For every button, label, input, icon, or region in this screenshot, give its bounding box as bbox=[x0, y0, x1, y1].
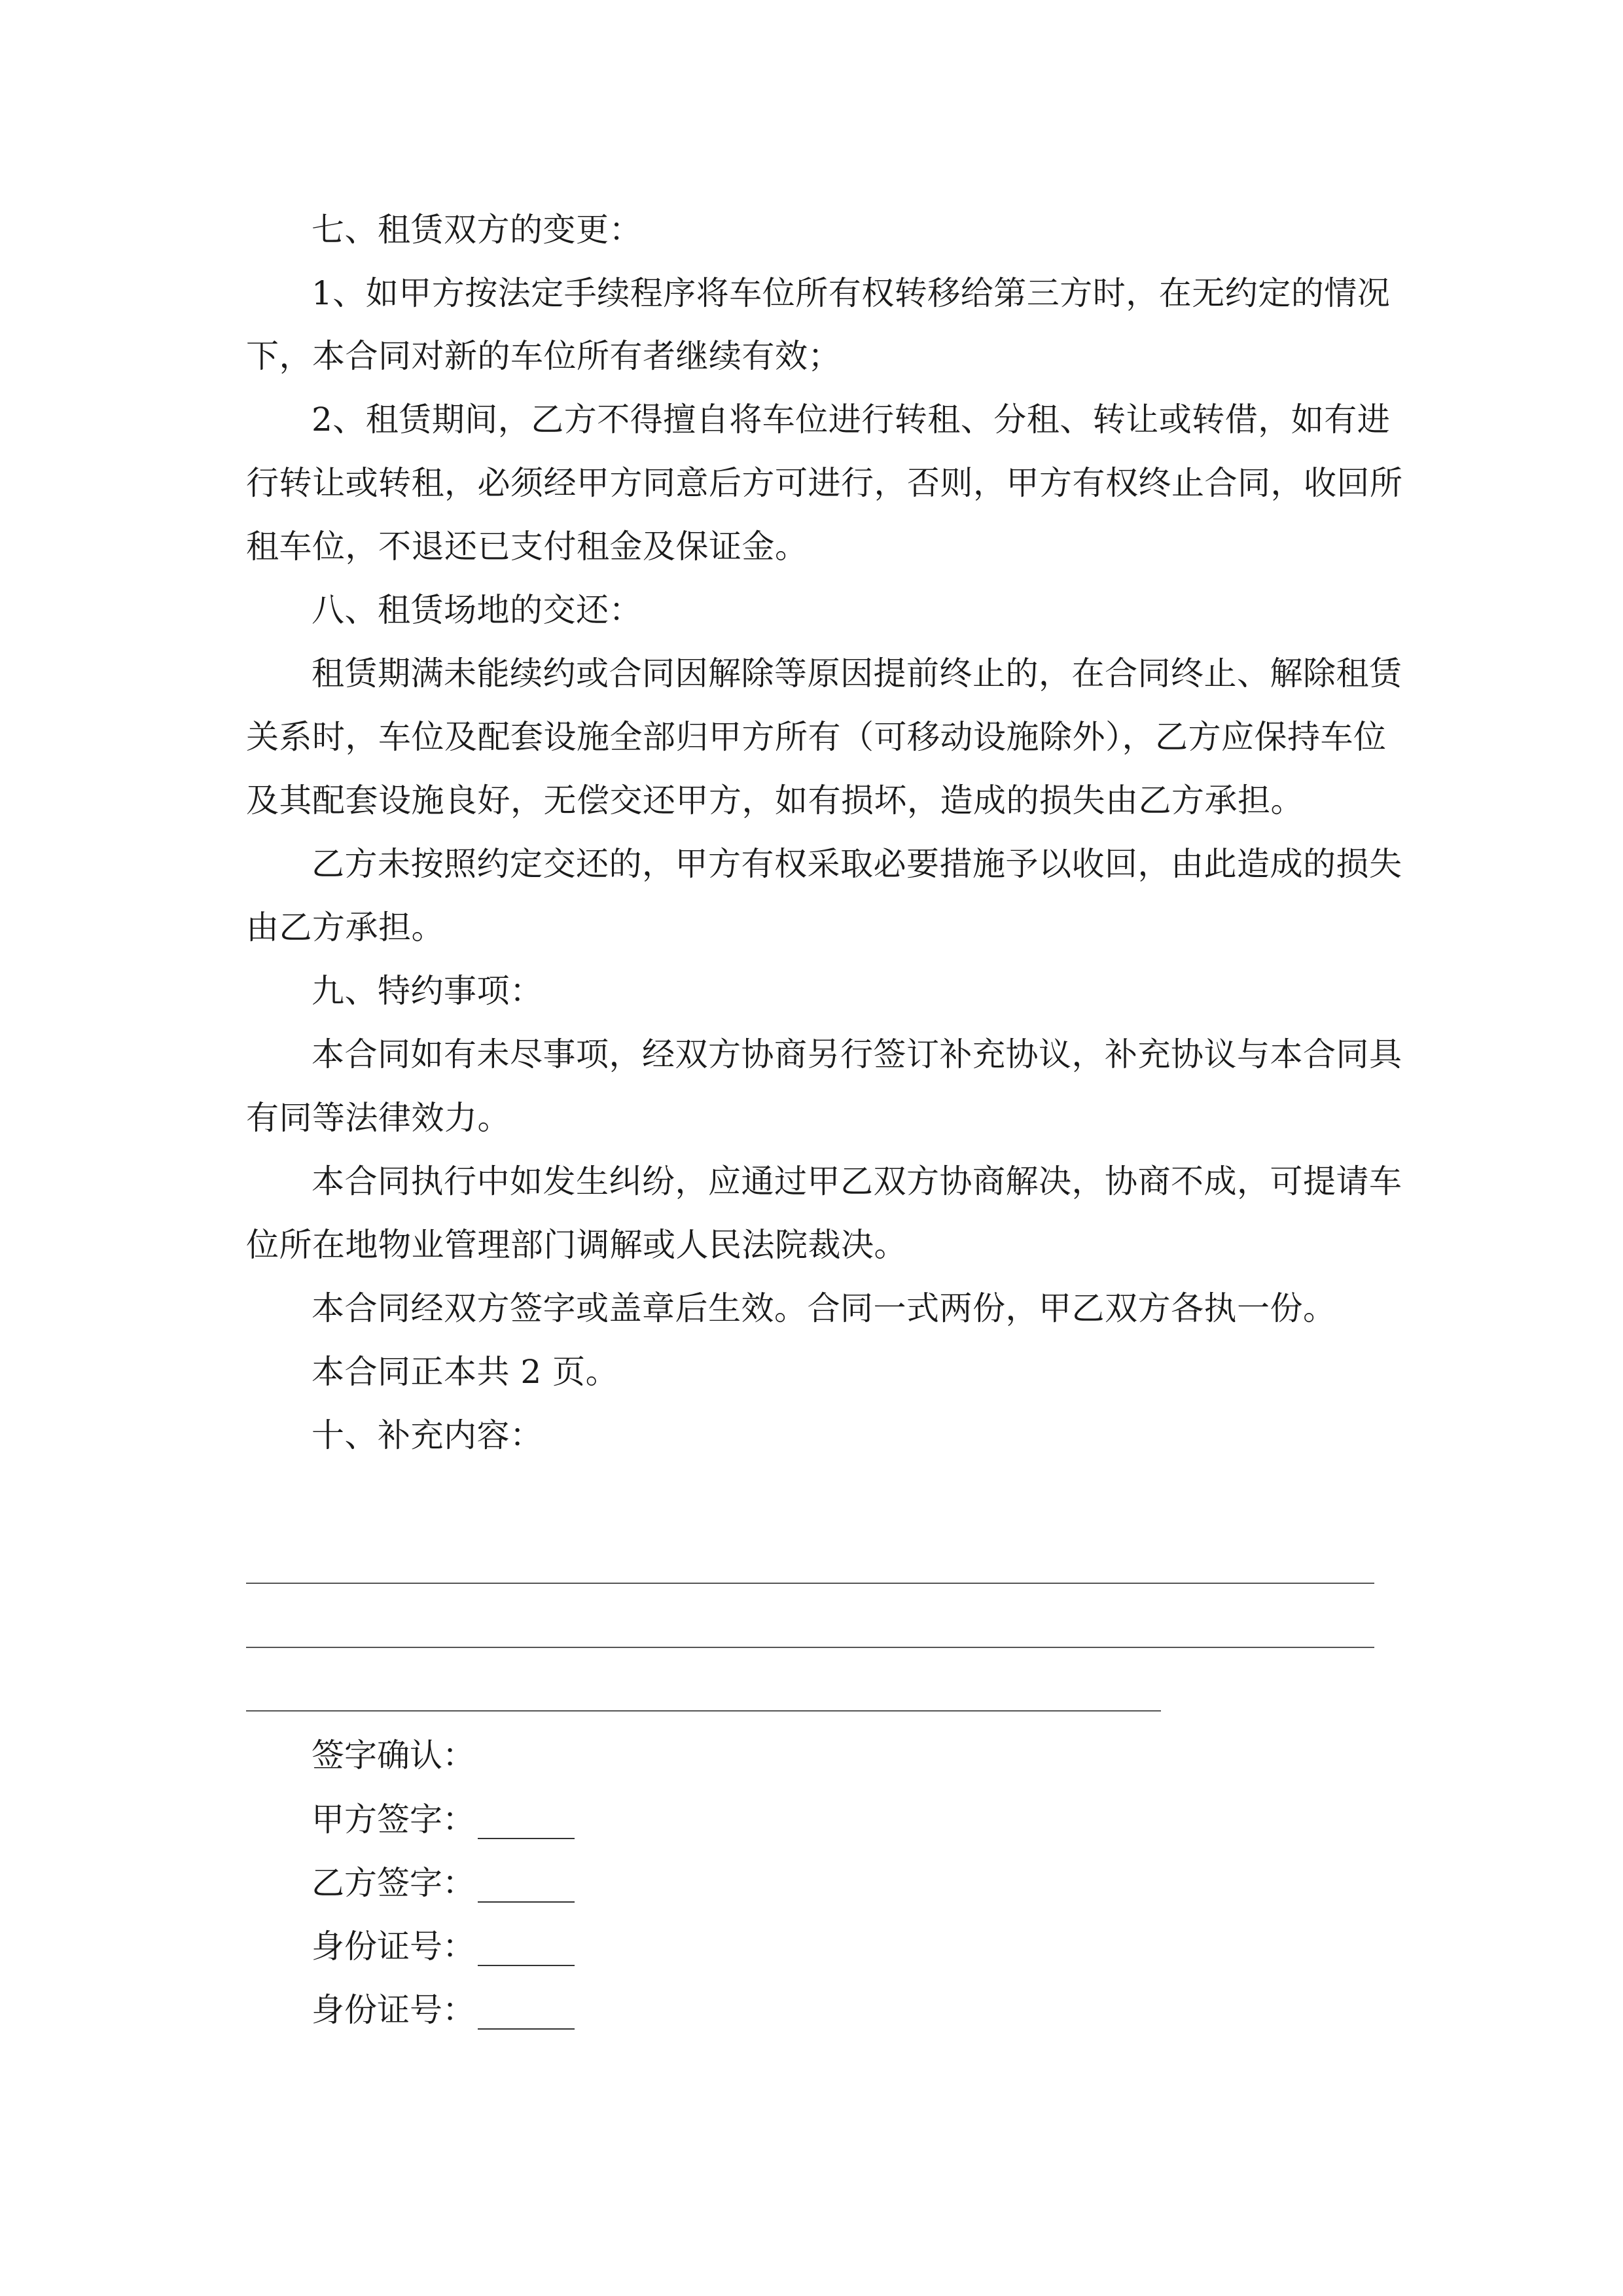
paragraph-line: 位所在地物业管理部门调解或人民法院裁决。 bbox=[246, 1226, 907, 1264]
paragraph-line: 本合同经双方签字或盖章后生效。合同一式两份，甲乙双方各执一份。 bbox=[312, 1289, 1336, 1327]
id-number-row-1 bbox=[312, 1927, 575, 1966]
supplement-rule-1 bbox=[246, 1583, 1374, 1584]
paragraph-line: 及其配套设施良好，无偿交还甲方，如有损坏，造成的损失由乙方承担。 bbox=[246, 781, 1304, 819]
paragraph-line: 1、如甲方按法定手续程序将车位所有权转移给第三方时，在无约定的情况 bbox=[312, 274, 1391, 312]
party-b-signature bbox=[312, 1863, 575, 1903]
party-a-label: 甲方签字： bbox=[312, 1801, 475, 1839]
party-b-blank[interactable] bbox=[478, 1873, 575, 1903]
signature-heading: 签字确认： bbox=[312, 1736, 475, 1774]
supplement-rule-3 bbox=[246, 1710, 1161, 1712]
paragraph-line: 本合同正本共 2 页。 bbox=[312, 1353, 619, 1391]
id-number-blank[interactable] bbox=[478, 1936, 575, 1966]
paragraph-line: 本合同如有未尽事项，经双方协商另行签订补充协议，补充协议与本合同具 bbox=[312, 1035, 1402, 1073]
party-a-blank[interactable] bbox=[478, 1809, 575, 1839]
party-a-signature bbox=[312, 1800, 575, 1839]
paragraph-line: 行转让或转租，必须经甲方同意后方可进行，否则，甲方有权终止合同，收回所 bbox=[246, 464, 1403, 502]
paragraph-line: 乙方未按照约定交还的，甲方有权采取必要措施予以收回，由此造成的损失 bbox=[312, 845, 1402, 883]
section-9-heading: 九、特约事项： bbox=[312, 972, 543, 1010]
party-b-label: 乙方签字： bbox=[312, 1864, 475, 1902]
id-number-blank[interactable] bbox=[478, 2000, 575, 2030]
id-number-row-2 bbox=[312, 1990, 575, 2030]
paragraph-line: 租赁期满未能续约或合同因解除等原因提前终止的，在合同终止、解除租赁 bbox=[312, 655, 1402, 692]
paragraph-line: 2、租赁期间，乙方不得擅自将车位进行转租、分租、转让或转借，如有进 bbox=[312, 401, 1391, 439]
supplement-rule-2 bbox=[246, 1647, 1374, 1648]
id-number-label: 身份证号： bbox=[312, 1928, 475, 1965]
paragraph-line: 本合同执行中如发生纠纷，应通过甲乙双方协商解决，协商不成，可提请车 bbox=[312, 1162, 1402, 1200]
paragraph-line: 租车位，不退还已支付租金及保证金。 bbox=[246, 528, 808, 565]
section-7-heading: 七、租赁双方的变更： bbox=[312, 211, 642, 249]
paragraph-line: 关系时，车位及配套设施全部归甲方所有（可移动设施除外），乙方应保持车位 bbox=[246, 718, 1387, 756]
id-number-label: 身份证号： bbox=[312, 1991, 475, 2029]
section-10-heading: 十、补充内容： bbox=[312, 1416, 543, 1454]
paragraph-line: 下，本合同对新的车位所有者继续有效； bbox=[246, 337, 841, 375]
paragraph-line: 由乙方承担。 bbox=[246, 908, 444, 946]
section-8-heading: 八、租赁场地的交还： bbox=[312, 591, 642, 629]
paragraph-line: 有同等法律效力。 bbox=[246, 1099, 510, 1137]
